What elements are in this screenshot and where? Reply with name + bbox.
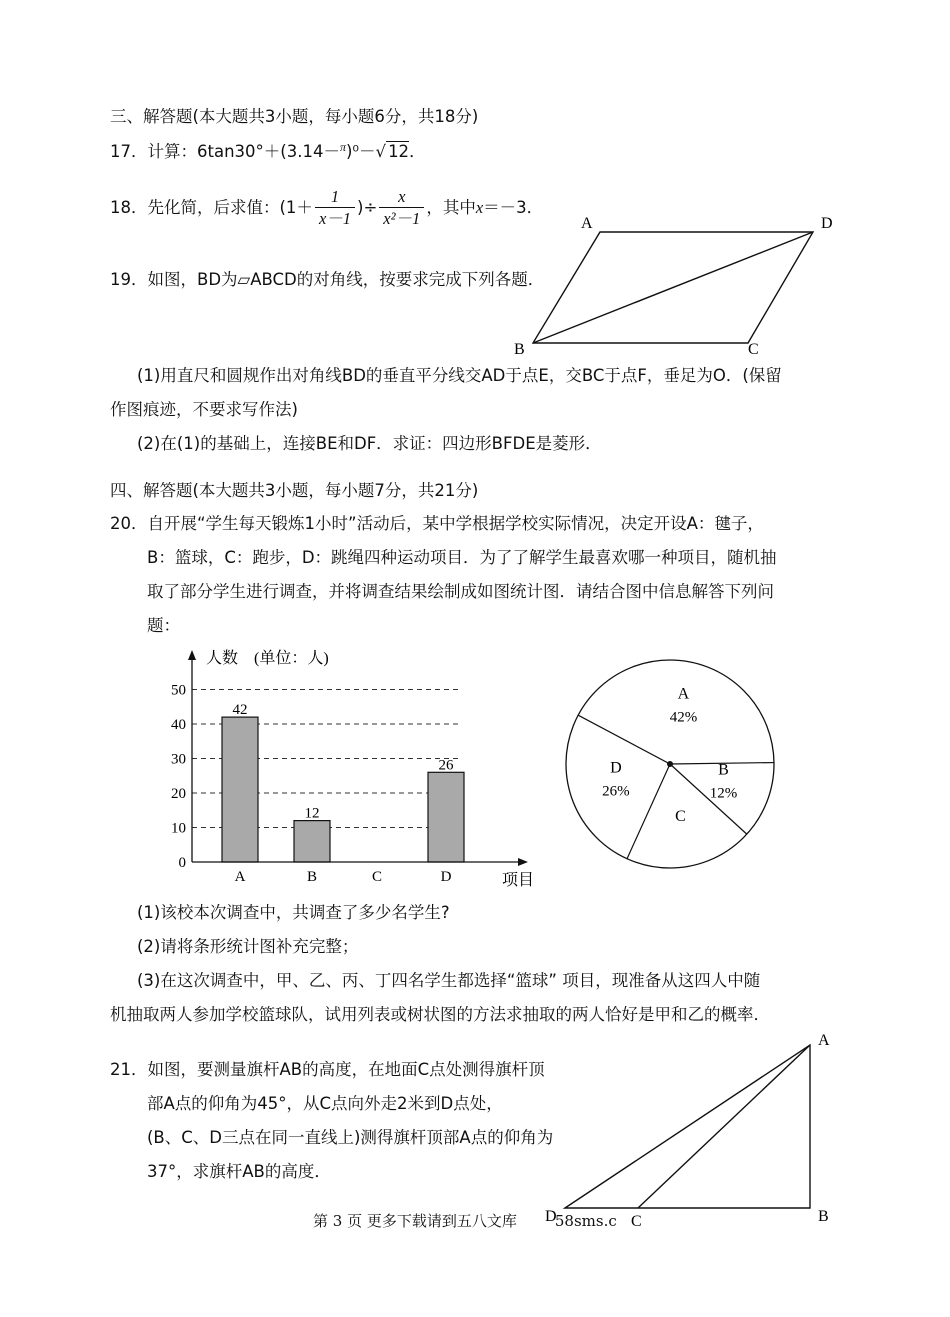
q21-line1: 21．如图，要测量旗杆AB的高度，在地面C点处测得旗杆顶 bbox=[110, 1060, 545, 1079]
q21-label-b: B bbox=[818, 1208, 829, 1225]
q17-label: 17．计算： bbox=[110, 142, 197, 161]
bar-chart-x-axis-label: 项目 bbox=[502, 872, 535, 889]
bar-b bbox=[294, 821, 330, 862]
q17-radicand: 12 bbox=[388, 142, 410, 161]
y-tick-label: 50 bbox=[171, 682, 186, 699]
q21-label-c: C bbox=[631, 1213, 642, 1230]
q18-line bbox=[110, 186, 543, 230]
q18-variable: x bbox=[475, 198, 484, 218]
pie-label-d: D bbox=[610, 759, 622, 777]
q20-line1: 20．自开展“学生每天锻炼1小时”活动后，某中学根据学校实际情况，决定开设A：毽子， bbox=[110, 514, 764, 533]
q18-paren-close: )÷ bbox=[357, 198, 378, 218]
section3-heading: 三、解答题(本大题共3小题，每小题6分，共18分) bbox=[110, 107, 479, 126]
q20-sub1: (1)该校本次调查中，共调查了多少名学生? bbox=[137, 903, 450, 922]
y-axis-arrow bbox=[188, 650, 196, 660]
q18-paren-open: (1＋ bbox=[279, 198, 313, 218]
q17-end: ． bbox=[409, 142, 426, 161]
bar-a bbox=[222, 717, 258, 862]
q21-label-a: A bbox=[818, 1032, 830, 1049]
q19-part1-line2: 作图痕迹，不要求写作法) bbox=[110, 400, 298, 419]
q17-expr-part2: )⁰－ bbox=[345, 142, 376, 161]
q19-parallelogram-figure bbox=[505, 205, 845, 360]
bar-data-label: 42 bbox=[232, 702, 248, 719]
bar-d bbox=[428, 772, 464, 862]
triangle-abd bbox=[565, 1045, 810, 1208]
x-tick-label: A bbox=[234, 869, 246, 885]
x-tick-label: C bbox=[371, 869, 383, 885]
q19-label-b: B bbox=[514, 341, 525, 358]
pie-chart bbox=[560, 655, 785, 870]
q19-label-d: D bbox=[821, 215, 833, 232]
q20-sub3-line2: 机抽取两人参加学校篮球队，试用列表或树状图的方法求抽取的两人恰好是甲和乙的概率． bbox=[110, 1005, 770, 1024]
q17-expr-part1: 6tan30°＋(3.14－ bbox=[197, 142, 340, 161]
q20-line2: B：篮球，C：跑步，D：跳绳四种运动项目．为了了解学生最喜欢哪一种项目，随机抽 bbox=[147, 548, 777, 567]
x-tick-label: B bbox=[306, 869, 318, 885]
y-tick-label: 20 bbox=[171, 786, 186, 802]
q18-frac1-denominator: x－1 bbox=[318, 209, 352, 229]
y-tick-label: 30 bbox=[171, 751, 186, 768]
q19-label-c: C bbox=[748, 341, 759, 358]
q18-frac1-numerator: 1 bbox=[315, 186, 355, 208]
bar-data-label: 26 bbox=[438, 757, 454, 774]
q19-part2: (2)在(1)的基础上，连接BE和DF．求证：四边形BFDE是菱形． bbox=[137, 434, 602, 453]
q20-sub3-line1: (3)在这次调查中，甲、乙、丙、丁四名学生都选择“篮球” 项目，现准备从这四人中随 bbox=[137, 971, 761, 990]
q20-line4: 题： bbox=[147, 616, 180, 635]
q19-stem: 19．如图，BD为▱ABCD的对角线，按要求完成下列各题． bbox=[110, 270, 545, 289]
q18-label: 18．先化简，后求值： bbox=[110, 198, 280, 218]
footer-page-text: 第 3 页 更多下载请到五八文库 bbox=[313, 1212, 517, 1230]
q20-line3: 取了部分学生进行调查，并将调查结果绘制成如图统计图．请结合图中信息解答下列问 bbox=[147, 582, 774, 601]
x-tick-label: D bbox=[440, 869, 452, 885]
diagonal-bd bbox=[533, 232, 813, 343]
q17-pi: π bbox=[339, 140, 346, 154]
q21-line2: 部A点的仰角为45°，从C点向外走2米到D点处， bbox=[147, 1094, 503, 1113]
y-tick-label: 0 bbox=[178, 855, 186, 871]
q21-flagpole-figure bbox=[535, 1025, 845, 1240]
q19-part1-line1: (1)用直尺和圆规作出对角线BD的垂直平分线交AD于点E，交BC于点F，垂足为O．(保留 bbox=[137, 366, 782, 385]
q17-sqrt-sign: √ bbox=[375, 142, 387, 161]
pie-percent-label: 42% bbox=[669, 709, 698, 726]
q18-where-text: ，其中 bbox=[426, 198, 476, 218]
q19-label-a: A bbox=[581, 215, 593, 232]
q21-line4: 37°，求旗杆AB的高度． bbox=[147, 1162, 331, 1181]
q18-frac2-numerator: x bbox=[379, 186, 424, 208]
pie-label-a: A bbox=[677, 685, 690, 703]
line-ca bbox=[638, 1045, 810, 1208]
pie-slice-boundary bbox=[578, 715, 670, 764]
footer-url-fragment: 58sms.c bbox=[554, 1212, 617, 1230]
pie-percent-label: 12% bbox=[709, 785, 738, 802]
q18-value: ＝－3． bbox=[483, 198, 544, 218]
pie-label-c: C bbox=[675, 807, 686, 825]
q18-frac2-denominator: x²－1 bbox=[383, 209, 421, 229]
section4-heading: 四、解答题(本大题共3小题，每小题7分，共21分) bbox=[110, 481, 479, 500]
bar-chart bbox=[160, 640, 545, 895]
q18-fraction-2 bbox=[379, 186, 424, 230]
q20-sub2: (2)请将条形统计图补充完整； bbox=[137, 937, 359, 956]
q21-label-d: D bbox=[545, 1208, 557, 1225]
pie-slice-boundary bbox=[627, 764, 670, 859]
q18-fraction-1 bbox=[315, 186, 355, 230]
bar-chart-y-axis-label: 人数 (单位：人) bbox=[206, 650, 329, 667]
q17-line bbox=[110, 140, 426, 162]
y-tick-label: 10 bbox=[171, 820, 186, 837]
x-axis-arrow bbox=[518, 858, 528, 866]
bar-data-label: 12 bbox=[304, 805, 320, 822]
q21-line3: (B、C、D三点在同一直线上)测得旗杆顶部A点的仰角为 bbox=[147, 1128, 554, 1147]
pie-center-dot bbox=[667, 761, 673, 767]
y-tick-label: 40 bbox=[171, 717, 186, 733]
pie-percent-label: 26% bbox=[602, 783, 630, 800]
pie-label-b: B bbox=[718, 761, 729, 779]
